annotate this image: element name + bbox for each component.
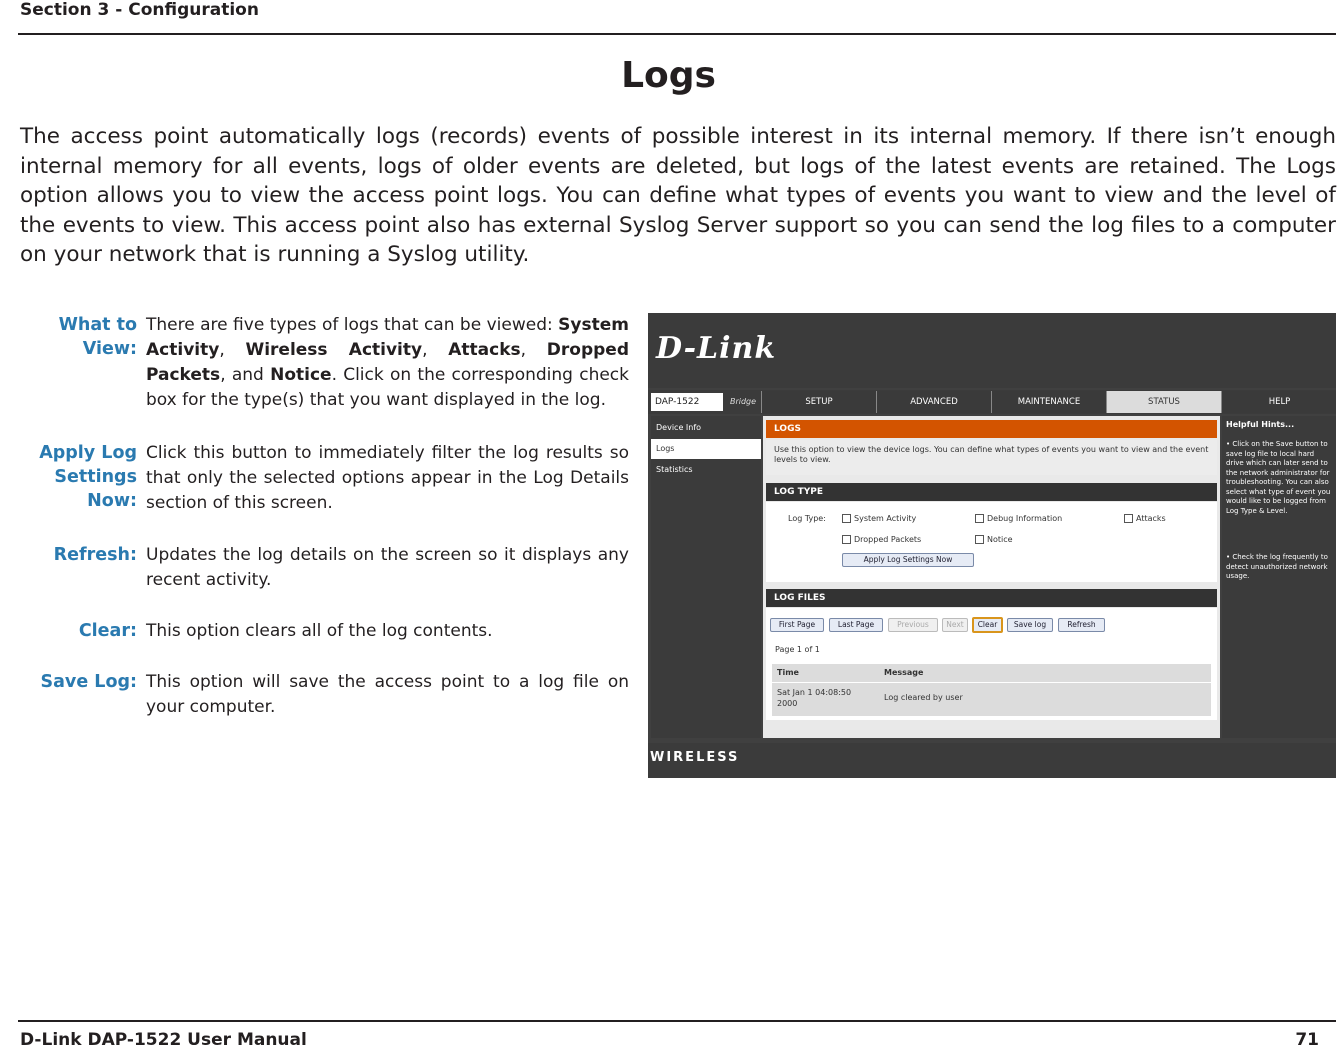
sidebar-item-logs[interactable]: Logs <box>651 439 761 459</box>
sidebar-item-device-info[interactable]: Device Info <box>656 423 702 432</box>
mode-label: Bridge <box>729 397 757 406</box>
first-page-button[interactable]: First Page <box>770 618 824 632</box>
previous-button[interactable]: Previous <box>888 618 938 632</box>
checkbox-notice[interactable]: Notice <box>975 535 1013 544</box>
hints-title: Helpful Hints... <box>1226 420 1295 429</box>
tab-setup[interactable]: SETUP <box>761 391 876 413</box>
tab-advanced[interactable]: ADVANCED <box>876 391 991 413</box>
desc-what-to-view: There are five types of logs that can be viewed: System Activity, Wireless Activity, Attacks, Dropped Packets, and Notice. Click on the corresponding check box for the type(s) that you want displayed in the log. <box>146 315 629 410</box>
page-number: 71 <box>1295 1030 1319 1050</box>
logs-description: Use this option to view the device logs. You can define what types of events you want to view and the event levels to view. <box>766 440 1217 475</box>
sidebar-item-statistics[interactable]: Statistics <box>656 465 693 474</box>
checkbox-dropped-packets[interactable]: Dropped Packets <box>842 535 921 544</box>
wireless-label: WIRELESS <box>650 750 740 765</box>
tab-maintenance[interactable]: MAINTENANCE <box>991 391 1106 413</box>
desc-clear: This option clears all of the log contents. <box>146 621 493 641</box>
router-footer <box>648 743 1336 778</box>
clear-button[interactable]: Clear <box>972 617 1003 633</box>
desc-refresh: Updates the log details on the screen so it displays any recent activity. <box>146 545 629 590</box>
last-page-button[interactable]: Last Page <box>829 618 883 632</box>
table-header-message: Message <box>884 668 924 677</box>
save-log-button[interactable]: Save log <box>1007 618 1053 632</box>
next-button[interactable]: Next <box>942 618 968 632</box>
log-type-heading: LOG TYPE <box>766 483 1217 501</box>
router-screenshot <box>648 313 1336 778</box>
log-files-heading: LOG FILES <box>766 589 1217 607</box>
log-type-label: Log Type: <box>788 514 826 523</box>
logs-heading: LOGS <box>766 420 1217 438</box>
model-label: DAP-1522 <box>651 393 723 411</box>
hint-item-1: • Click on the Save button to save log file to local hard drive which can later send to the network administrator for troubleshooting. You can also select what type of event you would like to be logged from Log Type & Level. <box>1226 440 1331 515</box>
checkbox-system-activity[interactable]: System Activity <box>842 514 916 523</box>
page-info: Page 1 of 1 <box>775 645 820 654</box>
term-clear: Clear: <box>78 621 137 641</box>
table-row-time: Sat Jan 1 04:08:50 2000 <box>777 688 852 708</box>
hint-item-2: • Check the log frequently to detect unauthorized network usage. <box>1226 553 1328 580</box>
table-header-time: Time <box>777 668 799 677</box>
apply-log-settings-button[interactable]: Apply Log Settings Now <box>842 553 974 567</box>
term-apply-log-settings: Apply Log Settings Now: <box>39 443 137 511</box>
desc-apply-log-settings: Click this button to immediately filter the log results so that only the selected options appear in the Log Details section of this screen. <box>146 443 629 513</box>
intro-paragraph: The access point automatically logs (records) events of possible interest in its internal memory. If there isn’t enough internal memory for all events, logs of older events are deleted, but logs of the latest events are retained. The Logs option allows you to view the access point logs. You can define what types of events you want to view and the level of the events to view. This access point also has external Syslog Server support so you can send the log files to a computer on your network that is running a Syslog utility. <box>20 124 1336 267</box>
footer-rule <box>18 1020 1336 1022</box>
tab-help[interactable]: HELP <box>1221 391 1336 413</box>
term-refresh: Refresh: <box>53 545 137 565</box>
term-save-log: Save Log: <box>40 672 137 692</box>
manual-title: D-Link DAP-1522 User Manual <box>20 1030 307 1050</box>
checkbox-debug-information[interactable]: Debug Information <box>975 514 1062 523</box>
refresh-button[interactable]: Refresh <box>1058 618 1105 632</box>
desc-save-log: This option will save the access point to a log file on your computer. <box>146 672 629 717</box>
section-header: Section 3 - Configuration <box>20 0 259 20</box>
dlink-logo: D-Link <box>656 331 777 366</box>
header-rule <box>18 33 1336 35</box>
tab-status[interactable]: STATUS <box>1106 391 1221 413</box>
term-what-to-view: What to View: <box>58 315 137 359</box>
table-divider <box>772 682 1211 683</box>
checkbox-attacks[interactable]: Attacks <box>1124 514 1166 523</box>
page-title: Logs <box>621 55 716 96</box>
table-row-message: Log cleared by user <box>884 693 963 702</box>
